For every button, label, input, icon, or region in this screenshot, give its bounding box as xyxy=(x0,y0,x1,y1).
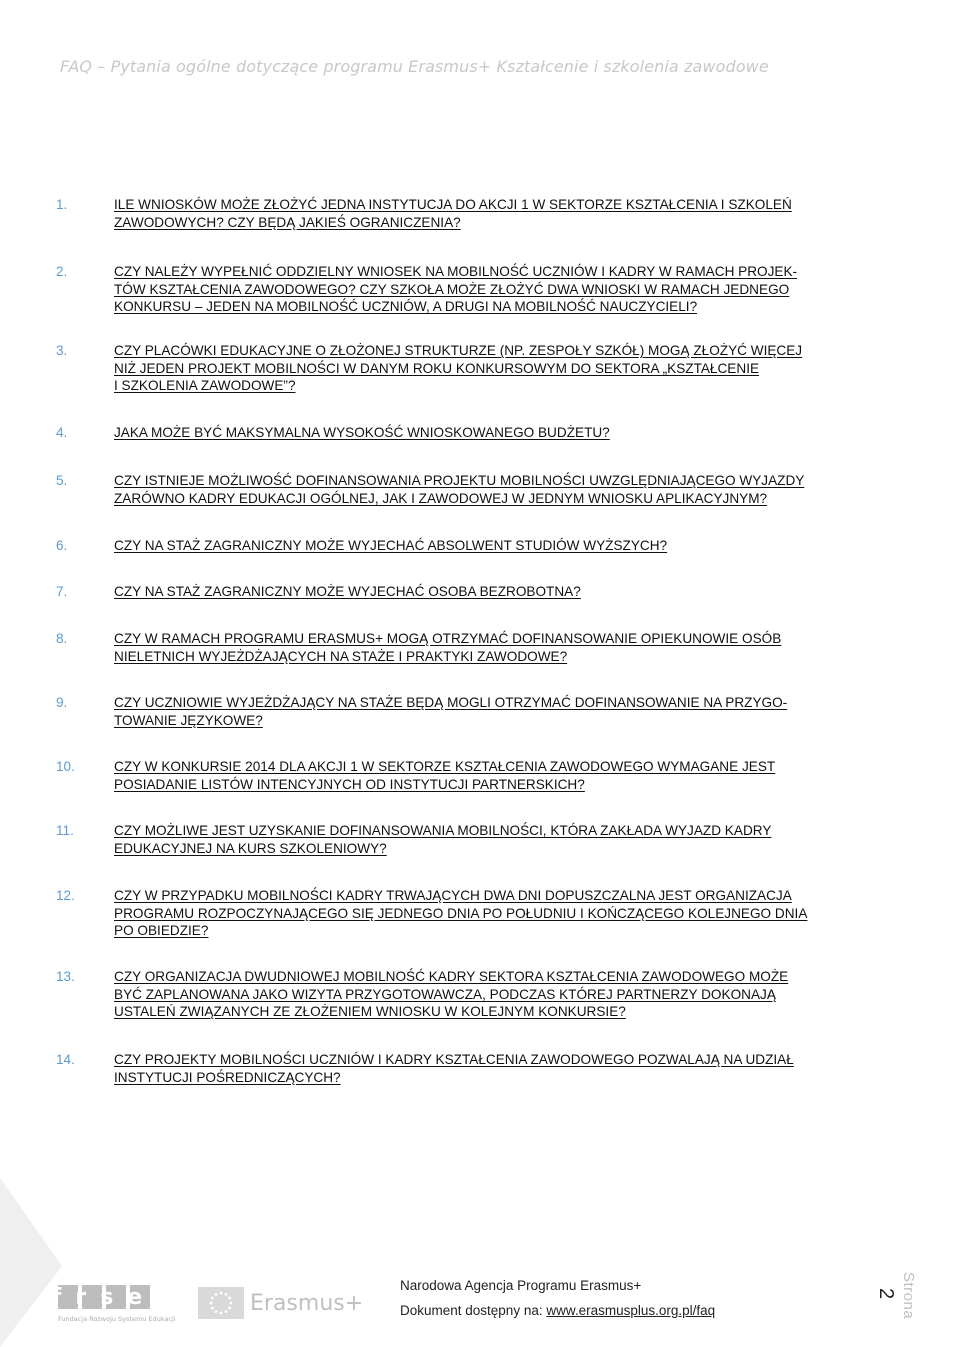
page-header-title: FAQ – Pytania ogólne dotyczące programu Erasmus+ Kształcenie i szkolenia zawodowe xyxy=(60,57,769,76)
faq-number: 14. xyxy=(56,1052,75,1067)
faq-question-link[interactable]: CZY W RAMACH PROGRAMU ERASMUS+ MOGĄ OTRZYMAĆ DOFINANSOWANIE OPIEKUNOWIE OSÓB NIELETNICH WYJEŻDŻAJĄCYCH NA STAŻE I PRAKTYKI ZAWODOWE? xyxy=(114,631,782,664)
faq-item xyxy=(56,630,896,665)
frse-logo-text: frse xyxy=(51,1285,157,1310)
faq-item xyxy=(56,196,896,231)
faq-item xyxy=(56,887,896,940)
faq-number: 7. xyxy=(56,584,68,599)
faq-number: 2. xyxy=(56,264,68,279)
faq-url-link[interactable]: www.erasmusplus.org.pl/faq xyxy=(546,1303,716,1318)
faq-item xyxy=(56,583,896,601)
agency-name: Narodowa Agencja Programu Erasmus+ xyxy=(400,1278,642,1293)
page-label: Strona xyxy=(900,1272,917,1320)
faq-number: 4. xyxy=(56,425,68,440)
faq-question-link[interactable]: CZY UCZNIOWIE WYJEŻDŻAJĄCY NA STAŻE BĘDĄ MOGLI OTRZYMAĆ DOFINANSOWANIE NA PRZYGO- TOWANIE JĘZYKOWE? xyxy=(114,695,788,728)
faq-question-link[interactable]: CZY NA STAŻ ZAGRANICZNY MOŻE WYJECHAĆ OSOBA BEZROBOTNA? xyxy=(114,584,581,599)
faq-item xyxy=(56,968,896,1021)
faq-question-link[interactable]: CZY MOŻLIWE JEST UZYSKANIE DOFINANSOWANIA MOBILNOŚCI, KTÓRA ZAKŁADA WYJAZD KADRY EDUKACYJNEJ NA KURS SZKOLENIOWY? xyxy=(114,823,772,856)
faq-item xyxy=(56,694,896,729)
faq-question-link[interactable]: CZY W PRZYPADKU MOBILNOŚCI KADRY TRWAJĄCYCH DWA DNI DOPUSZCZALNA JEST ORGANIZACJA PROGRAMU ROZPOCZYNAJĄCEGO SIĘ JEDNEGO DNIA PO POŁUDNIU I KOŃCZĄCEGO KOLEJNEGO DNIA PO OBIEDZIE? xyxy=(114,888,808,938)
faq-item xyxy=(56,263,896,316)
faq-question-link[interactable]: CZY PROJEKTY MOBILNOŚCI UCZNIÓW I KADRY KSZTAŁCENIA ZAWODOWEGO POZWALAJĄ NA UDZIAŁ INSTYTUCJI POŚREDNICZĄCYCH? xyxy=(114,1052,794,1085)
faq-item xyxy=(56,822,896,857)
faq-question-link[interactable]: CZY ISTNIEJE MOŻLIWOŚĆ DOFINANSOWANIA PROJEKTU MOBILNOŚCI UWZGLĘDNIAJĄCEGO WYJAZDY ZARÓWNO KADRY EDUKACJI OGÓLNEJ, JAK I ZAWODOWEJ W JEDNYM WNIOSKU APLIKACYJNYM? xyxy=(114,473,805,506)
page-indicator xyxy=(872,1272,922,1332)
page-number: 2 xyxy=(875,1288,897,1300)
faq-item xyxy=(56,537,896,555)
erasmus-plus-logo xyxy=(198,1283,364,1323)
faq-question-link[interactable]: JAKA MOŻE BYĆ MAKSYMALNA WYSOKOŚĆ WNIOSKOWANEGO BUDŻETU? xyxy=(114,425,610,440)
faq-question-link[interactable]: CZY W KONKURSIE 2014 DLA AKCJI 1 W SEKTORZE KSZTAŁCENIA ZAWODOWEGO WYMAGANE JEST POSIADANIE LISTÓW INTENCYJNYCH OD INSTYTUCJI PARTNERSKICH? xyxy=(114,759,776,792)
document-availability xyxy=(400,1303,715,1318)
faq-item xyxy=(56,758,896,793)
faq-number: 3. xyxy=(56,343,68,358)
faq-number: 5. xyxy=(56,473,68,488)
eu-flag-icon xyxy=(198,1287,244,1319)
erasmus-logo-text: Erasmus+ xyxy=(250,1290,364,1316)
faq-number: 10. xyxy=(56,759,75,774)
faq-number: 6. xyxy=(56,538,68,553)
faq-item xyxy=(56,1051,896,1086)
faq-number: 13. xyxy=(56,969,75,984)
faq-item xyxy=(56,424,896,442)
faq-number: 1. xyxy=(56,197,68,212)
faq-number: 9. xyxy=(56,695,68,710)
faq-question-link[interactable]: ILE WNIOSKÓW MOŻE ZŁOŻYĆ JEDNA INSTYTUCJA DO AKCJI 1 W SEKTORZE KSZTAŁCENIA I SZKOLEŃ ZAWODOWYCH? CZY BĘDĄ JAKIEŚ OGRANICZENIA? xyxy=(114,197,792,230)
faq-question-link[interactable]: CZY ORGANIZACJA DWUDNIOWEJ MOBILNOŚĆ KADRY SEKTORA KSZTAŁCENIA ZAWODOWEGO MOŻE BYĆ ZAPLANOWANA JAKO WIZYTA PRZYGOTOWAWCZA, PODCZAS KTÓREJ PARTNERZY DOKONAJĄ USTALEŃ ZWIĄZANYCH ZE ZŁOŻENIEM WNIOSKU W KOLEJNYM KONKURSIE? xyxy=(114,969,789,1019)
document-prefix: Dokument dostępny na: xyxy=(400,1303,547,1318)
faq-item xyxy=(56,472,896,507)
faq-question-link[interactable]: CZY NALEŻY WYPEŁNIĆ ODDZIELNY WNIOSEK NA MOBILNOŚĆ UCZNIÓW I KADRY W RAMACH PROJEK- TÓW KSZTAŁCENIA ZAWODOWEGO? CZY SZKOŁA MOŻE ZŁOŻYĆ DWA WNIOSKI W RAMACH JEDNEGO KONKURSU – JEDEN NA MOBILNOŚĆ UCZNIÓW, A DRUGI NA MOBILNOŚĆ NAUCZYCIELI? xyxy=(114,264,798,314)
frse-logo xyxy=(51,1283,176,1327)
faq-question-link[interactable]: CZY PLACÓWKI EDUKACYJNE O ZŁOŻONEJ STRUKTURZE (NP. ZESPOŁY SZKÓŁ) MOGĄ ZŁOŻYĆ WIĘCEJ NIŻ JEDEN PROJEKT MOBILNOŚCI W DANYM ROKU KONKURSOWYM DO SEKTORA „KSZTAŁCENIE I SZKOLENIA ZAWODOWE”? xyxy=(114,343,803,393)
faq-number: 12. xyxy=(56,888,75,903)
faq-number: 8. xyxy=(56,631,68,646)
faq-question-link[interactable]: CZY NA STAŻ ZAGRANICZNY MOŻE WYJECHAĆ ABSOLWENT STUDIÓW WYŻSZYCH? xyxy=(114,538,668,553)
faq-number: 11. xyxy=(56,823,74,838)
frse-caption: Fundacja Rozwoju Systemu Edukacji xyxy=(58,1315,176,1323)
faq-item xyxy=(56,342,896,395)
